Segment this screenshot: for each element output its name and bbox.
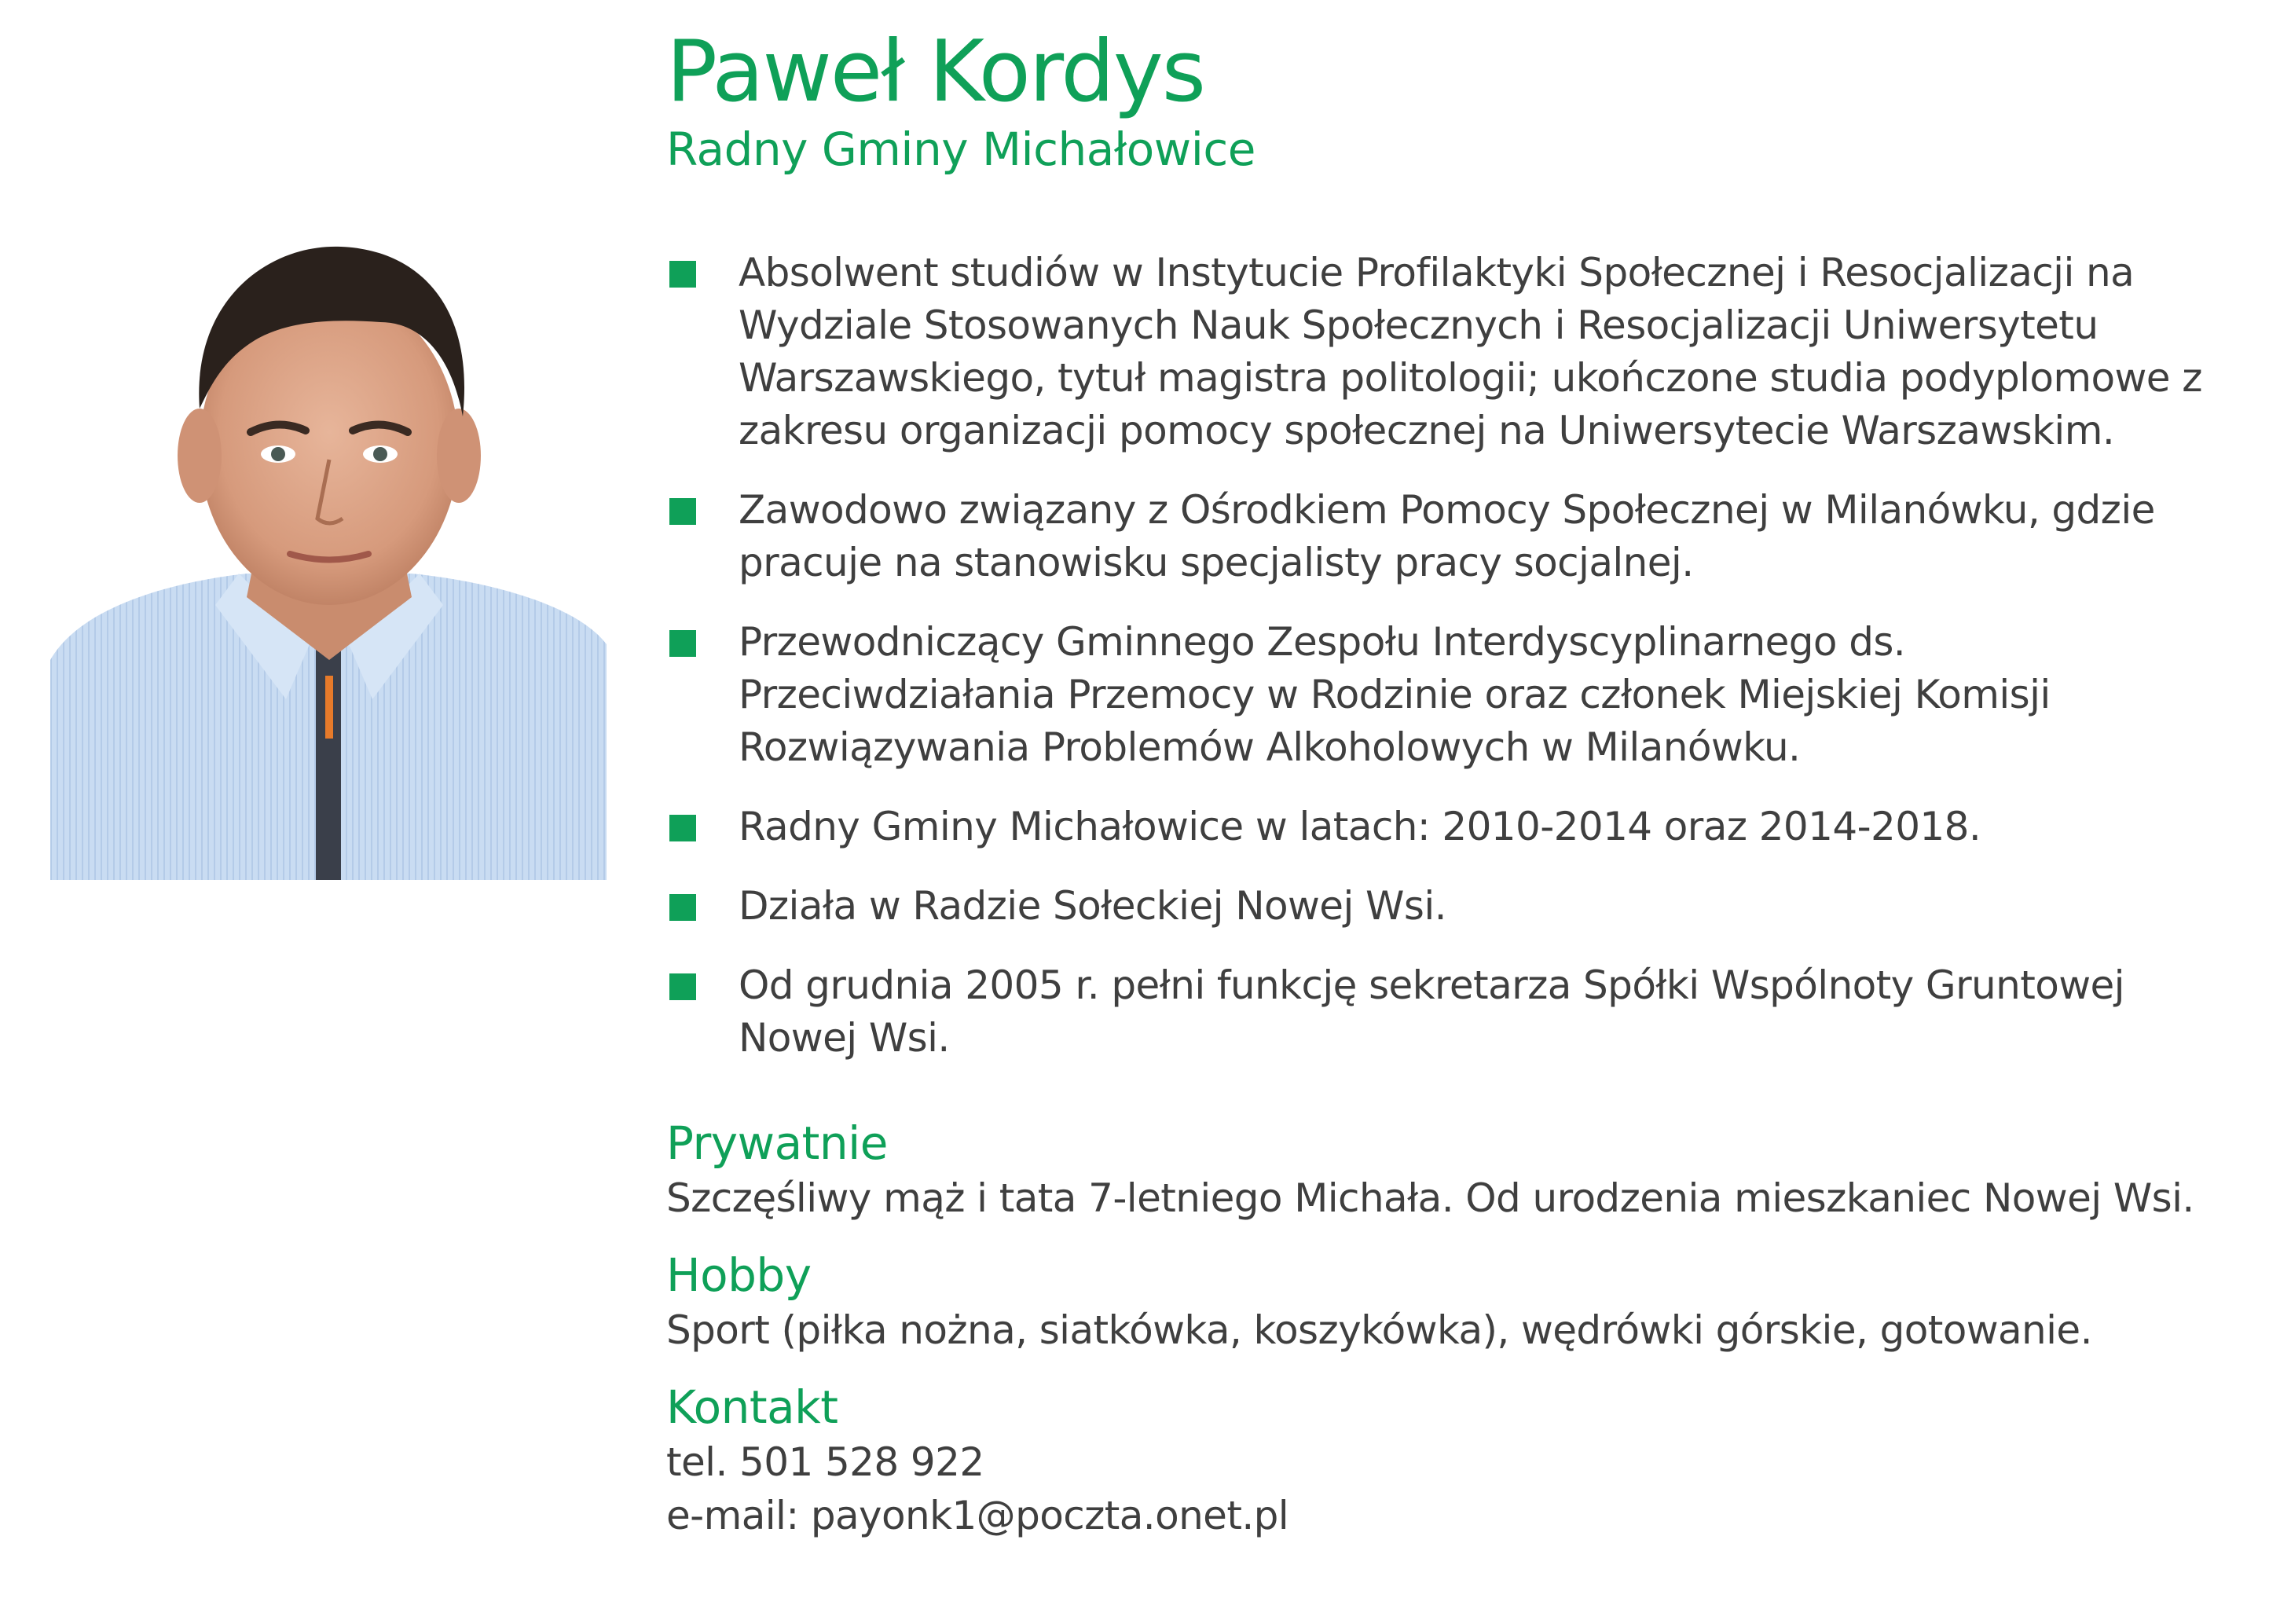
person-name: Paweł Kordys bbox=[666, 23, 1205, 121]
private-section bbox=[666, 1115, 2230, 1225]
list-item bbox=[666, 616, 2230, 774]
bio-text: Absolwent studiów w Instytucie Profilaktyki Społecznej i Resocjalizacji na Wydziale Stosowanych Nauk Społecznych i Resocjalizacji Uniwersytetu Warszawskiego, tytuł magistra politologii; ukończone studia podyplomowe z zakresu organizacji pomocy społecznej na Uniwersytecie Warszawskim. bbox=[739, 250, 2202, 453]
contact-phone: tel. 501 528 922 bbox=[666, 1439, 984, 1485]
private-heading: Prywatnie bbox=[666, 1116, 888, 1170]
green-square-icon bbox=[669, 630, 696, 657]
contact-heading: Kontakt bbox=[666, 1380, 838, 1434]
list-item bbox=[666, 247, 2230, 457]
contact-section bbox=[666, 1379, 2230, 1542]
bio-text: Przewodniczący Gminnego Zespołu Interdyscyplinarnego ds. Przeciwdziałania Przemocy w Rodzinie oraz członek Miejskiej Komisji Rozwiązywania Problemów Alkoholowych w Milanówku. bbox=[739, 619, 2051, 770]
bio-list bbox=[666, 247, 2230, 1065]
green-square-icon bbox=[669, 973, 696, 1000]
green-square-icon bbox=[669, 894, 696, 921]
bio-text: Od grudnia 2005 r. pełni funkcję sekretarza Spółki Wspólnoty Gruntowej Nowej Wsi. bbox=[739, 962, 2124, 1061]
person-role: Radny Gminy Michałowice bbox=[666, 123, 1255, 176]
hobby-text: Sport (piłka nożna, siatkówka, koszykówka), wędrówki górskie, gotowanie. bbox=[666, 1307, 2092, 1353]
list-item bbox=[666, 484, 2230, 589]
bio-text: Radny Gminy Michałowice w latach: 2010-2014 oraz 2014-2018. bbox=[739, 804, 1981, 849]
profile-content bbox=[666, 24, 2230, 1542]
list-item bbox=[666, 880, 2230, 933]
list-item bbox=[666, 801, 2230, 853]
hobby-section bbox=[666, 1247, 2230, 1357]
contact-email[interactable]: e-mail: payonk1@poczta.onet.pl bbox=[666, 1493, 1289, 1538]
green-square-icon bbox=[669, 261, 696, 288]
bio-text: Zawodowo związany z Ośrodkiem Pomocy Społecznej w Milanówku, gdzie pracuje na stanowisku specjalisty pracy socjalnej. bbox=[739, 487, 2155, 585]
private-text: Szczęśliwy mąż i tata 7-letniego Michała. Od urodzenia mieszkaniec Nowej Wsi. bbox=[666, 1175, 2194, 1221]
green-square-icon bbox=[669, 498, 696, 525]
hobby-heading: Hobby bbox=[666, 1248, 812, 1302]
list-item bbox=[666, 959, 2230, 1065]
bio-text: Działa w Radzie Sołeckiej Nowej Wsi. bbox=[739, 883, 1446, 929]
green-square-icon bbox=[669, 815, 696, 841]
portrait-photo bbox=[50, 236, 607, 880]
